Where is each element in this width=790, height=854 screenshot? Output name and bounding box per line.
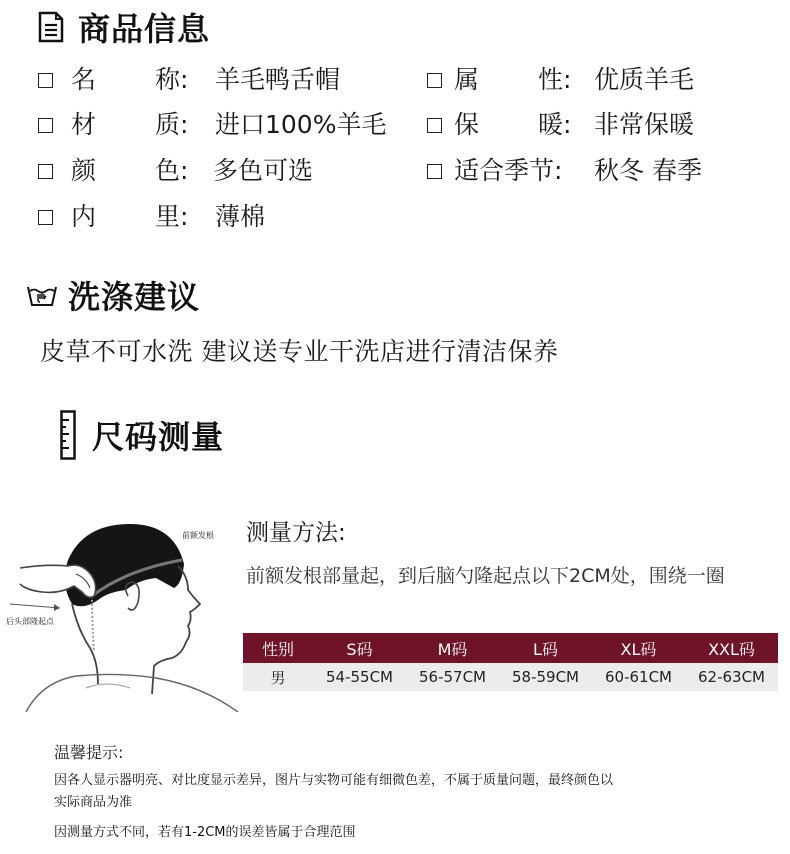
document-icon: [38, 11, 64, 43]
size-cell: 58-59CM: [499, 663, 592, 691]
size-header-cell: S码: [313, 633, 406, 663]
info-item-color: [38, 151, 418, 191]
size-cell: 60-61CM: [592, 663, 685, 691]
size-header-cell: L码: [499, 633, 592, 663]
size-header-cell: XL码: [592, 633, 685, 663]
info-label: 称:: [155, 65, 189, 94]
measure-method-description: 前额发根部量起，到后脑勺隆起点以下2CM处，围绕一圈: [246, 565, 725, 587]
info-row: [38, 60, 758, 100]
size-header-cell: 性别: [243, 633, 313, 663]
product-info-header: [38, 4, 210, 50]
info-value: 进口100%羊毛: [215, 110, 387, 139]
info-label: :: [554, 156, 563, 185]
size-header-cell: M码: [406, 633, 499, 663]
tip-color-difference: 因各人显示器明亮、对比度显示差异，图片与实物可能有细微色差，不属于质量问题，最终颜色以实际商品为准: [54, 773, 614, 810]
info-item-attribute: [427, 60, 757, 100]
head-drawing: [6, 512, 242, 712]
info-label: 适合季节: [454, 156, 555, 185]
checkbox-icon: [38, 73, 53, 88]
checkbox-icon: [38, 118, 53, 133]
info-value: 秋冬 春季: [594, 156, 702, 185]
info-row: [38, 151, 758, 191]
info-item-warmth: [427, 105, 757, 145]
tips-title: 温馨提示:: [54, 743, 124, 762]
size-cell: 54-55CM: [313, 663, 406, 691]
info-value: 羊毛鸭舌帽: [215, 65, 341, 94]
tip-measure-error: 因测量方式不同，若有1-2CM的误差皆属于合理范围: [54, 825, 356, 840]
info-value: 薄棉: [215, 202, 266, 231]
info-label: 色:: [155, 156, 189, 185]
info-item-name: [38, 60, 418, 100]
size-table: [243, 633, 778, 691]
info-label: 内: [71, 202, 97, 231]
size-header: [60, 410, 224, 460]
info-value: 优质羊毛: [594, 65, 695, 94]
size-header-cell: XXL码: [685, 633, 778, 663]
info-item-season: [427, 151, 757, 191]
size-table-row: [243, 663, 778, 691]
info-value: 多色可选: [213, 156, 314, 185]
info-label: 质:: [155, 110, 189, 139]
checkbox-icon: [427, 164, 442, 179]
info-label: 保: [454, 110, 480, 139]
wash-advice: 皮草不可水洗 建议送专业干洗店进行清洁保养: [40, 337, 559, 366]
checkbox-icon: [427, 73, 442, 88]
wash-basin-icon: [26, 281, 58, 309]
size-cell: 56-57CM: [406, 663, 499, 691]
info-item-material: [38, 105, 418, 145]
info-label: 属: [454, 65, 480, 94]
checkbox-icon: [38, 164, 53, 179]
info-label: 颜: [71, 156, 97, 185]
size-cell: 62-63CM: [685, 663, 778, 691]
info-label: 暖:: [538, 110, 572, 139]
wash-header: [26, 272, 200, 318]
wash-title: 洗涤建议: [68, 278, 201, 316]
info-value: 非常保暖: [594, 110, 695, 139]
ruler-icon: [60, 410, 76, 460]
info-item-lining: [38, 197, 418, 237]
info-label: 材: [71, 110, 97, 139]
measure-method-title: 测量方法:: [246, 520, 346, 546]
info-row: [38, 197, 758, 237]
info-label: 名: [71, 65, 97, 94]
info-row: [38, 105, 758, 145]
checkbox-icon: [427, 118, 442, 133]
size-table-header-row: [243, 633, 778, 663]
head-measurement-illustration: [6, 512, 242, 712]
occiput-label: 后头部隆起点: [6, 617, 54, 626]
checkbox-icon: [38, 210, 53, 225]
product-info-title: 商品信息: [78, 10, 211, 48]
info-label: 里:: [155, 202, 189, 231]
info-label: 性:: [538, 65, 572, 94]
size-cell: 男: [243, 663, 313, 691]
forehead-label: 前额发根: [182, 531, 214, 540]
size-title: 尺码测量: [92, 418, 225, 456]
